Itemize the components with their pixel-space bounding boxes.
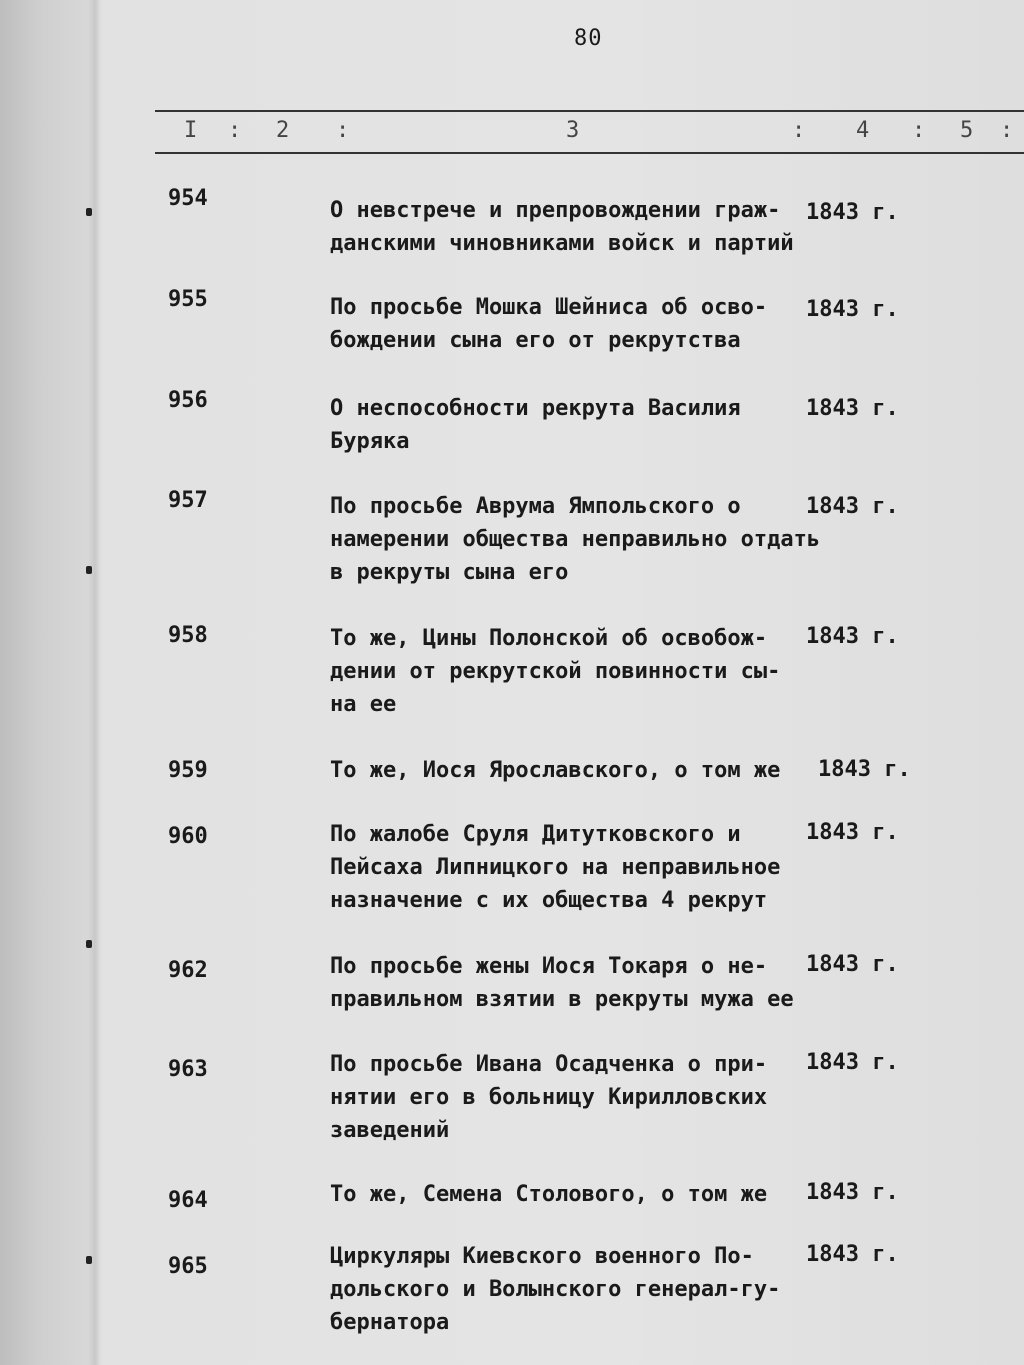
entry-line: бернатора — [330, 1310, 450, 1335]
entry-line: Пейсаха Липницкого на неправильное — [330, 855, 781, 880]
page-number: 80 — [574, 26, 603, 51]
entry-description — [330, 490, 821, 589]
column-separator: : — [912, 118, 926, 143]
entry-number: 964 — [168, 1188, 208, 1213]
column-separator: : — [228, 118, 242, 143]
entry-line: О невстрече и препровождении граж- — [330, 198, 781, 223]
column-header-4: 4 — [856, 118, 870, 143]
entry-line: То же, Семена Столового, о том же — [330, 1182, 768, 1207]
entry-year: 1843 г. — [806, 624, 899, 649]
entry-number: 957 — [168, 488, 208, 513]
column-header-5: 5 — [960, 118, 974, 143]
entry-year: 1843 г. — [806, 1050, 899, 1075]
entry-line: заведений — [330, 1118, 450, 1143]
entry-line: назначение с их общества 4 рекрут — [330, 888, 768, 913]
entry-number: 963 — [168, 1057, 208, 1082]
entry-year: 1843 г. — [806, 297, 899, 322]
entry-line: По просьбе жены Иося Токаря о не- — [330, 954, 768, 979]
entry-line: дольского и Волынского генерал-гу- — [330, 1277, 781, 1302]
entry-line: нятии его в больницу Кирилловских — [330, 1085, 768, 1110]
entry-year: 1843 г. — [806, 952, 899, 977]
entry-year: 1843 г. — [818, 757, 911, 782]
entry-line: О неспособности рекрута Василия — [330, 396, 741, 421]
entry-line: в рекруты сына его — [330, 560, 569, 585]
header-rule-bottom — [155, 152, 1024, 154]
binding-mark — [86, 940, 92, 948]
entry-description — [330, 1240, 800, 1339]
entry-line: По просьбе Мошка Шейниса об осво- — [330, 295, 768, 320]
entry-line: бождении сына его от рекрутства — [330, 328, 741, 353]
entry-line: Циркуляры Киевского военного По- — [330, 1244, 754, 1269]
column-header-1: I — [184, 118, 198, 143]
binding-mark — [86, 1256, 92, 1264]
binding-mark — [86, 566, 92, 574]
entry-line: То же, Иося Ярославского, о том же — [330, 758, 781, 783]
entry-description — [330, 622, 800, 721]
entry-line: на ее — [330, 692, 397, 717]
entry-number: 960 — [168, 824, 208, 849]
entry-number: 958 — [168, 623, 208, 648]
column-separator: : — [792, 118, 806, 143]
header-rule-top — [155, 110, 1024, 112]
entry-description — [330, 950, 800, 1016]
entry-line: дении от рекрутской повинности сы- — [330, 659, 781, 684]
entry-line: По жалобе Сруля Дитутковского и — [330, 822, 741, 847]
entry-description — [330, 1048, 800, 1147]
entry-number: 962 — [168, 958, 208, 983]
column-header-3: 3 — [566, 118, 580, 143]
entry-description — [330, 291, 800, 357]
entry-line: правильном взятии в рекруты мужа ее — [330, 987, 794, 1012]
column-separator: : — [1000, 118, 1014, 143]
entry-year: 1843 г. — [806, 494, 899, 519]
entry-year: 1843 г. — [806, 396, 899, 421]
entry-year: 1843 г. — [806, 1180, 899, 1205]
entry-year: 1843 г. — [806, 200, 899, 225]
entry-year: 1843 г. — [806, 820, 899, 845]
entry-line: Буряка — [330, 429, 410, 454]
entry-line: По просьбе Ивана Осадченка о при- — [330, 1052, 768, 1077]
entry-description — [330, 754, 800, 787]
entry-number: 955 — [168, 287, 208, 312]
entry-number: 954 — [168, 186, 208, 211]
entry-year: 1843 г. — [806, 1242, 899, 1267]
entry-description — [330, 392, 800, 458]
entry-line: намерении общества неправильно отдать — [330, 527, 821, 552]
entry-description — [330, 818, 800, 917]
binding-shadow — [88, 0, 102, 1365]
entry-number: 965 — [168, 1254, 208, 1279]
entry-line: данскими чиновниками войск и партий — [330, 231, 794, 256]
column-header-2: 2 — [276, 118, 290, 143]
entry-line: По просьбе Аврума Ямпольского о — [330, 494, 741, 519]
entry-number: 956 — [168, 388, 208, 413]
entry-line: То же, Цины Полонской об освобож- — [330, 626, 768, 651]
entry-number: 959 — [168, 758, 208, 783]
binding-mark — [86, 208, 92, 216]
column-separator: : — [336, 118, 350, 143]
entry-description — [330, 194, 800, 260]
entry-description — [330, 1178, 800, 1211]
